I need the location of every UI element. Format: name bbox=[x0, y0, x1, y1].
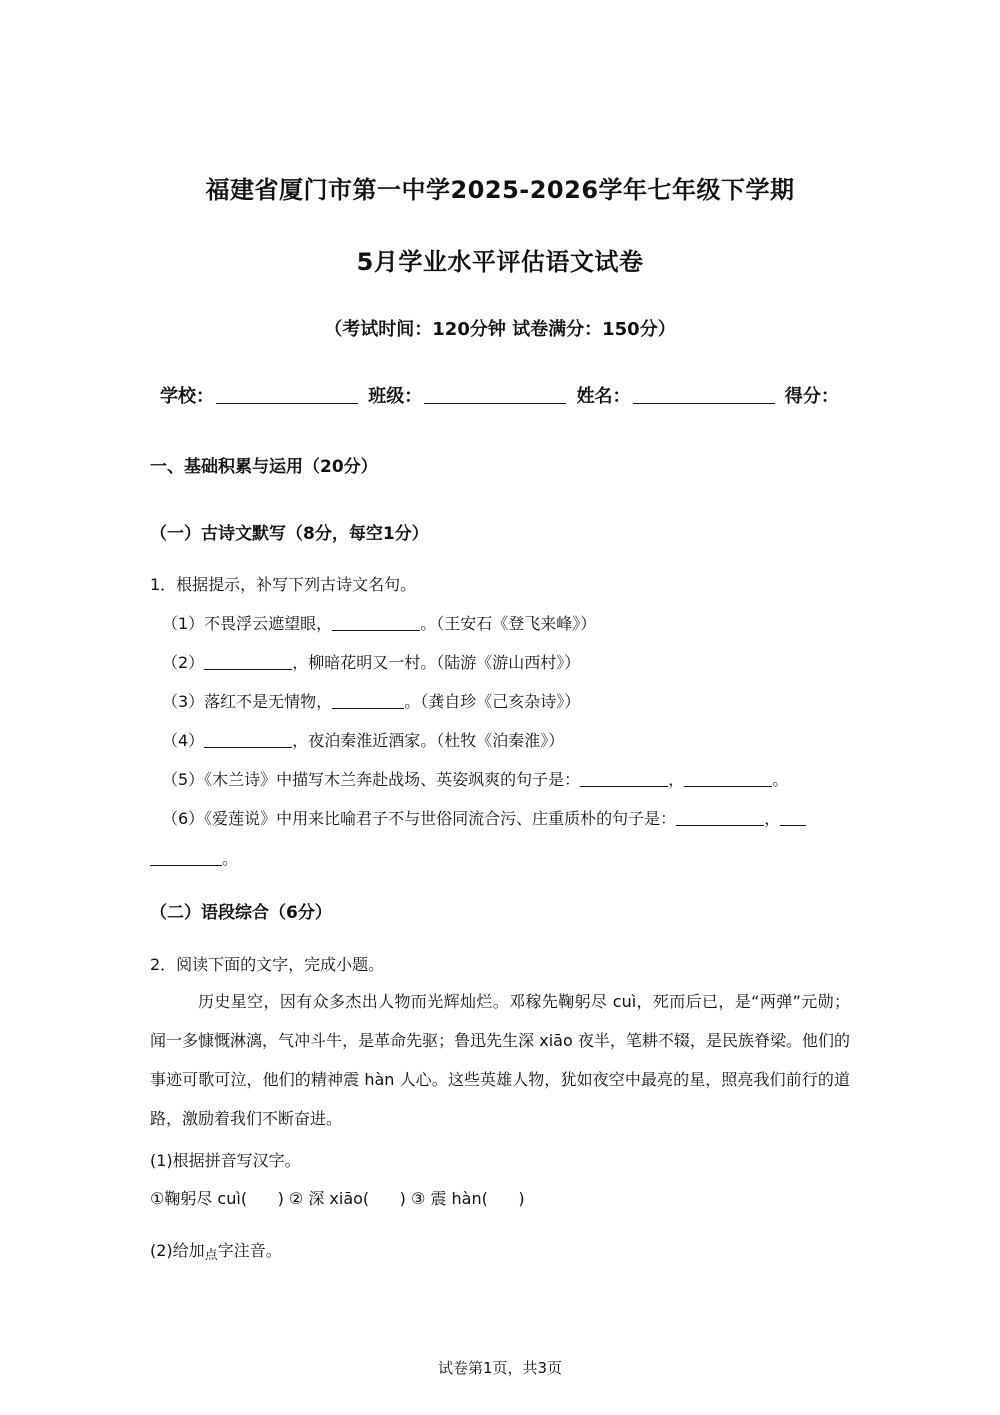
q1-item-5 bbox=[162, 767, 788, 790]
school-blank bbox=[216, 385, 358, 404]
q1-item-1-post: 。（王安石《登飞来峰》） bbox=[420, 614, 597, 633]
q1-item-4-post: ，夜泊秦淮近酒家。（杜牧《泊秦淮》） bbox=[292, 731, 565, 750]
q2-passage: 历史星空，因有众多杰出人物而光辉灿烂。邓稼先鞠躬尽 cuì，死而后已，是“两弹”元勋；闻一多慷慨淋漓，气冲斗牛，是革命先驱；鲁迅先生深 xiāo 夜半，笔耕不辍，是民族脊梁。他们的事迹可歌可泣，他们的精神震 hàn 人心。这些英雄人物，犹如夜空中最亮的星，照亮我们前行的道路，激励着我们不断奋进。 bbox=[150, 992, 850, 1128]
q1-item-5-mid: ， bbox=[668, 770, 685, 789]
q1-item-5-pre: （5）《木兰诗》中描写木兰奔赴战场、英姿飒爽的句子是： bbox=[162, 770, 581, 789]
section1-title: 一、基础积累与运用（20分） bbox=[150, 457, 378, 477]
answer-blank bbox=[676, 809, 764, 826]
answer-blank bbox=[332, 692, 404, 709]
part2-title: （二）语段综合（6分） bbox=[150, 903, 332, 923]
name-blank bbox=[633, 385, 775, 404]
exam-subtitle: （考试时间：120分钟 试卷满分：150分） bbox=[324, 319, 676, 340]
q1-item-6-post: 。 bbox=[222, 849, 239, 868]
q2-sub2 bbox=[150, 1238, 282, 1263]
q1-item-6-mid: ， bbox=[764, 809, 781, 828]
q2-stem: 2．阅读下面的文字，完成小题。 bbox=[150, 955, 385, 974]
score-label: 得分： bbox=[784, 386, 839, 407]
part1-title: （一）古诗文默写（8分，每空1分） bbox=[150, 524, 429, 544]
q1-item-3-pre: （3）落红不是无情物， bbox=[162, 692, 333, 711]
q1-item-4 bbox=[162, 728, 564, 751]
answer-blank bbox=[150, 849, 222, 866]
q1-item-6 bbox=[162, 806, 806, 829]
student-info-row bbox=[160, 382, 839, 408]
q1-item-3-post: 。（龚自珍《己亥杂诗》） bbox=[404, 692, 581, 711]
q1-item-6-cont bbox=[150, 846, 238, 869]
q1-item-2-pre: （2） bbox=[162, 653, 205, 672]
answer-blank bbox=[204, 653, 292, 670]
q2-sub2-pre: (2)给加 bbox=[150, 1241, 205, 1260]
class-label: 班级： bbox=[368, 386, 423, 407]
answer-blank bbox=[332, 614, 420, 631]
q1-item-5-post: 。 bbox=[772, 770, 789, 789]
q2-sub2-dot-char: 点 bbox=[204, 1248, 218, 1263]
exam-title-line2: 5月学业水平评估语文试卷 bbox=[356, 248, 644, 276]
class-blank bbox=[424, 385, 566, 404]
q1-item-6-pre: （6）《爱莲说》中用来比喻君子不与世俗同流合污、庄重质朴的句子是： bbox=[162, 809, 677, 828]
name-label: 姓名： bbox=[576, 386, 631, 407]
q1-item-2-post: ，柳暗花明又一村。（陆游《游山西村》） bbox=[292, 653, 581, 672]
exam-title-line1: 福建省厦门市第一中学2025-2026学年七年级下学期 bbox=[205, 176, 795, 204]
school-label: 学校： bbox=[160, 386, 214, 407]
q2-sub1-items: ①鞠躬尽 cuì( ) ② 深 xiāo( ) ③ 震 hàn( ) bbox=[150, 1189, 525, 1208]
q2-sub1: (1)根据拼音写汉字。 bbox=[150, 1151, 301, 1170]
q1-item-1 bbox=[162, 611, 596, 634]
q1-item-1-pre: （1）不畏浮云遮望眼， bbox=[162, 614, 333, 633]
q2-sub2-post: 字注音。 bbox=[217, 1241, 282, 1260]
q1-item-3 bbox=[162, 689, 580, 712]
answer-blank bbox=[684, 770, 772, 787]
q1-item-2 bbox=[162, 650, 580, 673]
answer-blank bbox=[780, 809, 806, 826]
answer-blank bbox=[204, 731, 292, 748]
q1-item-4-pre: （4） bbox=[162, 731, 205, 750]
page-footer: 试卷第1页，共3页 bbox=[437, 1359, 563, 1377]
answer-blank bbox=[580, 770, 668, 787]
q1-stem: 1．根据提示，补写下列古诗文名句。 bbox=[150, 575, 417, 594]
